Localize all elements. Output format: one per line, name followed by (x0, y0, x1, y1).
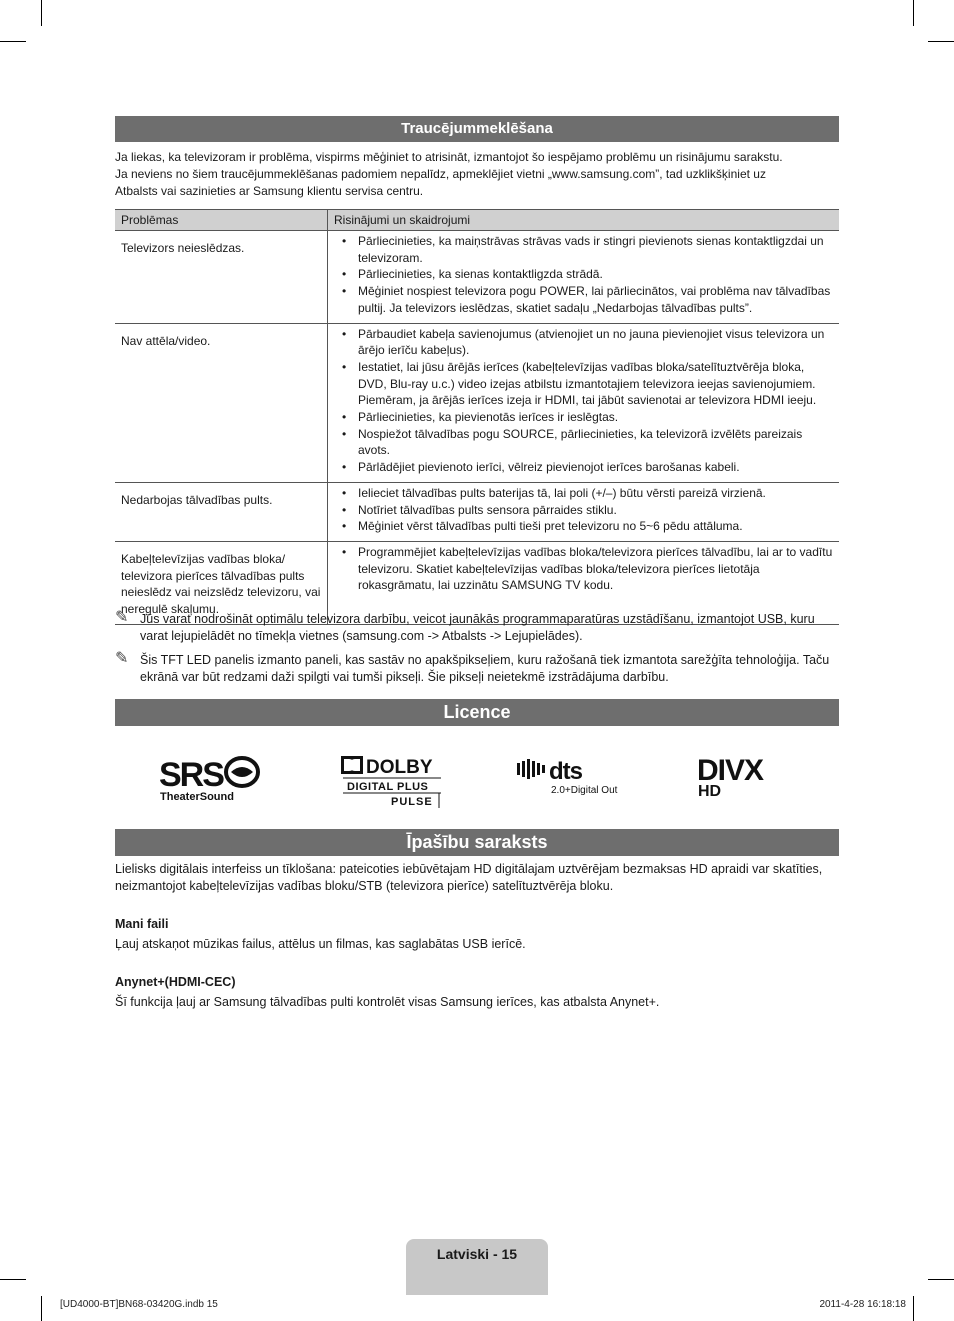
dolby-logo (341, 752, 445, 810)
problem-cell: Nav attēla/video. (115, 323, 328, 482)
crop-mark (928, 41, 954, 42)
solution-item: • Iestatiet, lai jūsu ārējās ierīces (kabeļtelevīzijas vadības bloka/satelītuztvērēja bloka, DVD, Blu-ray u.c.) video izejas atbilstu izmantotajiem televizora ieejas savienojumiem. Piemēram, ja ārējās ierīces izeja ir HDMI, tai jābūt savienotai ar televizora HDMI ieeju. (334, 359, 833, 409)
dts-logo (517, 758, 629, 798)
feature-title: Anynet+(HDMI-CEC) (115, 975, 236, 989)
srs-logo-subtext: TheaterSound (160, 791, 234, 803)
note-text: Šis TFT LED panelis izmanto paneli, kas sastāv no apakšpikseļiem, kuru ražošanā tiek izmantota sarežģīta tehnoloģija. Taču ekrānā var būt redzami daži spilgti vai tumši pikseļi. Šie pikseļi neietekmē izstrādājuma darbību. (140, 653, 830, 684)
solution-item: • Ielieciet tālvadības pults baterijas tā, lai poli (+/–) būtu vērsti pareizā virzienā. (334, 485, 833, 502)
solution-item: • Nospiežot tālvadības pogu SOURCE, pārliecinieties, ka televizorā izvēlēts pareizais avots. (334, 426, 833, 459)
solution-cell (328, 231, 840, 324)
table-row (115, 231, 839, 324)
troubleshooting-intro (115, 149, 839, 200)
solution-item: • Mēģiniet nospiest televizora pogu POWER, lai pārliecinātos, vai problēma nav tālvadības pultij. Ja televizors ieslēdzas, skatiet sadaļu „Nedarbojas tālvadības pults”. (334, 283, 833, 316)
solution-item: • Notīriet tālvadības pults sensora pārraides stiklu. (334, 502, 833, 519)
licence-logos (115, 740, 839, 815)
column-header-solution: Risinājumi un skaidrojumi (328, 210, 840, 231)
crop-mark (41, 1296, 42, 1321)
divx-logo (697, 754, 799, 800)
divx-logo-mark (697, 754, 799, 800)
features-intro: Lielisks digitālais interfeiss un tīklošana: pateicoties iebūvētajam HD digitālajam uztvērējam bezmaksas HD apraidi var skatīties, neizmantojot kabeļtelevīzijas vadības bloku/STB (televizora pierīce) satelītuztvērēja bloku. (115, 862, 823, 893)
solution-cell (328, 482, 840, 541)
divx-logo-text: DIVX (697, 754, 764, 787)
dts-logo-mark (517, 758, 629, 798)
problem-cell: Kabeļtelevīzijas vadības bloka/ televizora pierīces tālvadības pults neieslēdz vai neizslēdz televizoru, vai neregulē skaļumu. (115, 541, 328, 624)
dts-logo-text: dts (549, 758, 582, 785)
table-header-row (115, 210, 839, 231)
table-row (115, 323, 839, 482)
intro-line: Ja neviens no šiem traucējummeklēšanas padomiem nepalīdz, apmeklējiet vietni „www.samsung.com”, tad uzklikšķiniet uz (115, 167, 766, 181)
file-imprint: [UD4000-BT]BN68-03420G.indb 15 (60, 1299, 218, 1310)
crop-mark (41, 0, 42, 26)
crop-mark (0, 41, 26, 42)
feature-text: Šī funkcija ļauj ar Samsung tālvadības pulti kontrolēt visas Samsung ierīces, kas atbalsta Anynet+. (115, 995, 660, 1009)
troubleshooting-table (115, 209, 839, 625)
feature-text: Ļauj atskaņot mūzikas failus, attēlus un filmas, kas saglabātas USB ierīcē. (115, 937, 526, 951)
pencil-icon: ✎ (115, 609, 129, 626)
pencil-icon: ✎ (115, 650, 129, 667)
srs-logo (159, 754, 269, 804)
problem-cell: Televizors neieslēdzas. (115, 231, 328, 324)
solution-cell (328, 323, 840, 482)
note (115, 611, 839, 645)
dts-logo-subtext: 2.0+Digital Out (551, 785, 618, 796)
intro-line: Ja liekas, ka televizoram ir problēma, vispirms mēģiniet to atrisināt, izmantojot šo iespējamo problēmu un risinājumu sarakstu. (115, 150, 783, 164)
srs-logo-mark (159, 754, 269, 804)
crop-mark (928, 1279, 954, 1280)
crop-mark (0, 1279, 26, 1280)
crop-mark (913, 0, 914, 26)
srs-logo-text: SRS (159, 756, 223, 794)
crop-mark (913, 1296, 914, 1321)
feature-title: Mani faili (115, 917, 169, 931)
timestamp-imprint: 2011-4-28 16:18:18 (819, 1299, 906, 1310)
features-heading: Īpašību saraksts (115, 829, 839, 856)
licence-heading: Licence (115, 699, 839, 726)
solution-item: • Pārbaudiet kabeļa savienojumus (atvienojiet un no jauna pievienojiet visus televizora un ārējo ierīču kabeļus). (334, 326, 833, 359)
solution-item: • Pārliecinieties, ka sienas kontaktligzda strādā. (334, 266, 833, 283)
solution-item: • Pārliecinieties, ka pievienotās ierīces ir ieslēgtas. (334, 409, 833, 426)
note (115, 652, 839, 686)
solution-item: • Pārliecinieties, ka maiņstrāvas strāvas vads ir stingri pievienots sienas kontaktligzdai un televizoram. (334, 233, 833, 266)
solution-item: • Pārlādējiet pievienoto ierīci, vēlreiz pievienojot ierīces barošanas kabeli. (334, 459, 833, 476)
dolby-logo-line1: DIGITAL PLUS (347, 781, 429, 793)
dolby-logo-text: DOLBY (366, 757, 433, 778)
dolby-logo-mark (341, 752, 445, 810)
table-row (115, 482, 839, 541)
note-text: Jūs varat nodrošināt optimālu televizora darbību, veicot jaunākās programmaparatūras uzstādīšanu, izmantojot USB, kuru varat lejupielādēt no tīmekļa vietnes (samsung.com -> Atbalsts -> Lejupielādes). (140, 612, 815, 643)
page-number-tab: Latviski - 15 (406, 1239, 548, 1295)
solution-item: • Mēģiniet vērst tālvadības pulti tieši pret televizoru no 5~6 pēdu attāluma. (334, 518, 833, 535)
divx-logo-subtext: HD (698, 783, 722, 800)
solution-item: • Programmējiet kabeļtelevīzijas vadības bloka/televizora pierīces tālvadību, lai ar to vadītu televizoru. Skatiet kabeļtelevīzijas vadības bloka/televizora pierīces lietotāja rokasgrāmatu, lai uzzinātu SAMSUNG TV kodu. (334, 544, 833, 594)
dolby-logo-line2: PULSE (391, 796, 433, 808)
column-header-problem: Problēmas (115, 210, 328, 231)
problem-cell: Nedarbojas tālvadības pults. (115, 482, 328, 541)
intro-line: Atbalsts vai sazinieties ar Samsung klientu servisa centru. (115, 184, 424, 198)
troubleshooting-heading: Traucējummeklēšana (115, 116, 839, 142)
